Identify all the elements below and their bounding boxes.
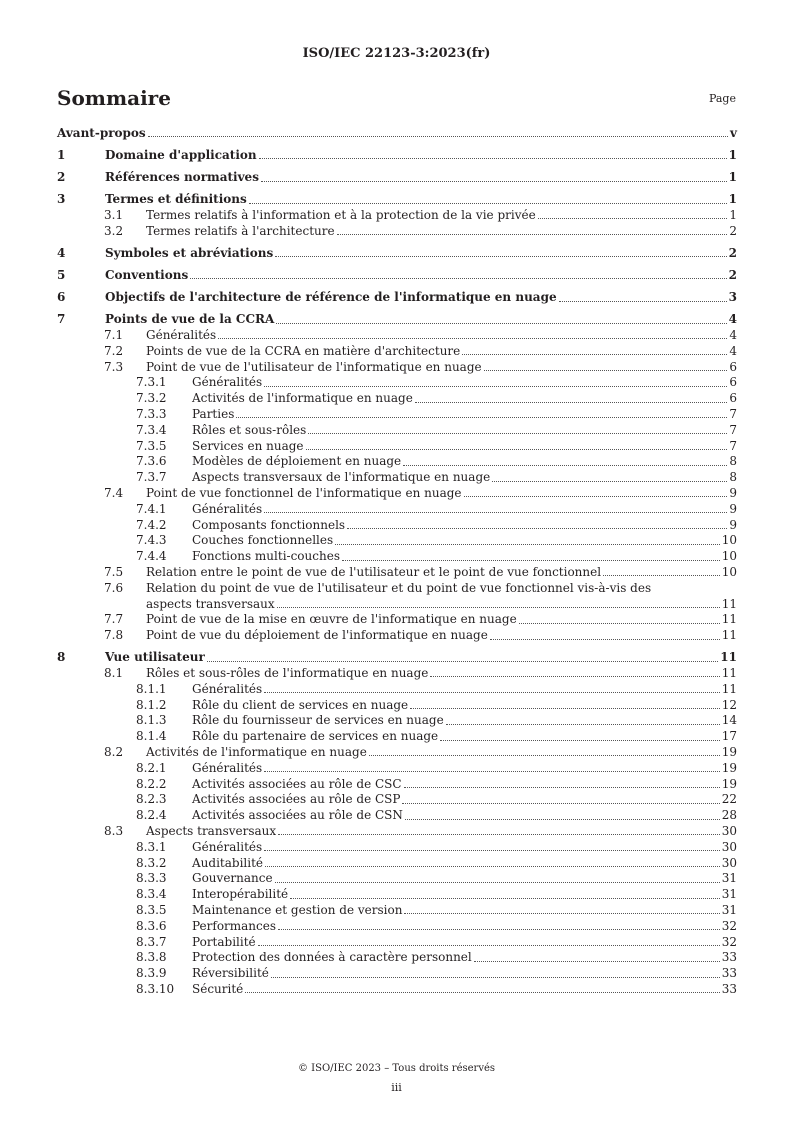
dot-leader — [308, 433, 727, 434]
toc-entry-number: 7.4.3 — [136, 533, 167, 548]
toc-entry[interactable] — [57, 698, 737, 714]
toc-entry-number: 7.1 — [104, 328, 124, 343]
toc-entry-title: Activités associées au rôle de CSN — [192, 808, 403, 823]
toc-entry[interactable] — [57, 224, 737, 240]
toc-entry[interactable] — [57, 170, 737, 186]
dot-leader — [207, 661, 719, 662]
toc-entry-title: Généralités — [192, 839, 263, 854]
toc-entry-page: 31 — [721, 871, 737, 886]
toc-entry-title: Relation du point de vue de l'utilisateur et du point de vue fonctionnel vis-à-vis des — [146, 580, 652, 595]
toc-entry-title-continued: aspects transversaux — [146, 596, 275, 611]
toc-entry-title: Sécurité — [192, 982, 244, 997]
toc-entry[interactable] — [57, 290, 737, 306]
toc-entry-page: 4 — [729, 328, 737, 343]
dot-leader — [559, 301, 727, 302]
toc-entry[interactable] — [57, 650, 737, 666]
toc-entry-title: Rôle du fournisseur de services en nuage — [192, 713, 444, 728]
toc-entry-number: 7.4 — [104, 486, 124, 501]
toc-entry-title: Activités associées au rôle de CSP — [192, 792, 401, 807]
toc-entry-title: Généralités — [192, 760, 263, 775]
toc-entry-number: 7.4.4 — [136, 549, 167, 564]
toc-entry[interactable] — [57, 935, 737, 951]
toc-entry[interactable] — [57, 454, 737, 470]
toc-entry-page: 19 — [721, 760, 737, 775]
dot-leader — [148, 136, 728, 137]
toc-entry[interactable] — [57, 391, 737, 407]
toc-entry[interactable] — [57, 518, 737, 534]
toc-entry-number: 2 — [57, 170, 66, 185]
toc-entry-number: 8.1.1 — [136, 681, 167, 696]
toc-entry-page: 8 — [729, 454, 737, 469]
toc-entry-number: 8.3.10 — [136, 982, 175, 997]
toc-entry-page: 6 — [729, 359, 737, 374]
dot-leader — [369, 755, 720, 756]
toc-entry[interactable] — [57, 919, 737, 935]
toc-entry-number: 7.2 — [104, 343, 124, 358]
dot-leader — [236, 417, 727, 418]
toc-entry[interactable] — [57, 871, 737, 887]
toc-entry-number: 8.3.9 — [136, 966, 167, 981]
toc-entry[interactable] — [57, 328, 737, 344]
page-title: Sommaire — [57, 86, 171, 110]
toc-entry[interactable] — [57, 565, 737, 581]
dot-leader — [271, 977, 720, 978]
dot-leader — [264, 512, 727, 513]
toc-entry-page: 9 — [729, 517, 737, 532]
toc-entry-title: Généralités — [192, 501, 263, 516]
toc-entry[interactable] — [57, 533, 737, 549]
toc-entry[interactable] — [57, 840, 737, 856]
toc-entry[interactable] — [57, 208, 737, 224]
dot-leader — [404, 787, 720, 788]
toc-entry-page: 6 — [729, 375, 737, 390]
dot-leader — [218, 338, 727, 339]
toc-entry-number: 4 — [57, 245, 66, 260]
toc-entry[interactable] — [57, 470, 737, 486]
toc-entry-page: 11 — [721, 681, 737, 696]
toc-entry-page: 7 — [729, 422, 737, 437]
toc-entry-title: Rôles et sous-rôles de l'informatique en nuage — [146, 666, 429, 681]
toc-entry-number: 8.3.8 — [136, 950, 167, 965]
dot-leader — [276, 323, 726, 324]
table-of-contents — [57, 126, 737, 998]
toc-entry-title: Point de vue du déploiement de l'informatique en nuage — [146, 628, 488, 643]
toc-entry-page: 31 — [721, 887, 737, 902]
toc-entry-page: 17 — [721, 729, 737, 744]
toc-entry-page: 11 — [721, 612, 737, 627]
toc-entry-page: 4 — [728, 312, 737, 327]
toc-entry-number: 8.3.4 — [136, 887, 167, 902]
toc-entry[interactable] — [57, 628, 737, 644]
dot-leader — [342, 560, 720, 561]
toc-entry[interactable] — [57, 423, 737, 439]
toc-entry-title: Rôle du partenaire de services en nuage — [192, 729, 439, 744]
toc-entry-number: 8.2 — [104, 745, 124, 760]
toc-entry-title: Symboles et abréviations — [105, 245, 274, 260]
dot-leader — [446, 724, 720, 725]
toc-entry-number: 7.3.7 — [136, 470, 167, 485]
toc-entry-page: 9 — [729, 486, 737, 501]
toc-entry-number: 8.2.1 — [136, 760, 167, 775]
toc-entry-title: Domaine d'application — [105, 148, 257, 163]
toc-entry-page: 11 — [720, 650, 737, 665]
toc-entry-number: 8.3.5 — [136, 903, 167, 918]
toc-entry-page: 8 — [729, 470, 737, 485]
toc-entry-number: 8 — [57, 650, 66, 665]
toc-entry[interactable] — [57, 982, 737, 998]
dot-leader — [249, 203, 727, 204]
toc-entry-page: 3 — [728, 290, 737, 305]
toc-entry-number: 7.3.2 — [136, 391, 167, 406]
toc-entry-number: 7.5 — [104, 565, 124, 579]
toc-entry-page: 7 — [729, 438, 737, 453]
toc-entry-page: 6 — [729, 391, 737, 406]
dot-leader — [464, 496, 728, 497]
toc-entry-page: 19 — [721, 745, 737, 760]
dot-leader — [492, 481, 727, 482]
toc-entry[interactable] — [57, 729, 737, 745]
dot-leader — [190, 278, 726, 279]
toc-entry-title: Activités associées au rôle de CSC — [192, 776, 402, 791]
toc-entry-number: 8.3 — [104, 824, 124, 839]
toc-entry-title: Portabilité — [192, 934, 256, 949]
toc-entry-title: Termes relatifs à l'architecture — [146, 223, 335, 238]
dot-leader — [403, 465, 727, 466]
dot-leader — [415, 402, 728, 403]
toc-entry-page: 1 — [729, 208, 737, 223]
toc-entry-number: 8.1.3 — [136, 713, 167, 728]
toc-entry-number: 6 — [57, 290, 66, 305]
toc-entry[interactable] — [57, 824, 737, 840]
dot-leader — [278, 929, 720, 930]
toc-entry-number: 3 — [57, 192, 66, 207]
dot-leader — [335, 544, 720, 545]
toc-entry[interactable] — [57, 375, 737, 391]
toc-entry-number: 8.1.4 — [136, 729, 167, 744]
toc-entry[interactable] — [57, 439, 737, 455]
toc-entry-title: Rôles et sous-rôles — [192, 422, 307, 437]
page-number: iii — [391, 1081, 402, 1094]
dot-leader — [264, 771, 720, 772]
dot-leader — [337, 234, 728, 235]
toc-entry-number: 8.1.2 — [136, 697, 167, 712]
dot-leader — [490, 639, 720, 640]
toc-entry-page: 11 — [721, 666, 737, 681]
toc-entry-number: 7.7 — [104, 612, 124, 627]
toc-entry-title: Maintenance et gestion de version — [192, 903, 403, 918]
toc-entry-page: 30 — [721, 839, 737, 854]
toc-entry[interactable] — [57, 486, 737, 502]
page-column-label: Page — [708, 92, 736, 105]
dot-leader — [484, 370, 728, 371]
toc-entry-title: Activités de l'informatique en nuage — [146, 745, 367, 760]
dot-leader — [306, 449, 728, 450]
toc-entry-title: Parties — [192, 407, 235, 422]
dot-leader — [278, 834, 720, 835]
toc-entry-number: 8.3.2 — [136, 855, 167, 870]
toc-entry[interactable] — [57, 682, 737, 698]
toc-entry-number: 7.3.6 — [136, 454, 167, 469]
toc-entry-page: 30 — [721, 855, 737, 870]
toc-entry[interactable] — [57, 745, 737, 761]
toc-entry-page: 1 — [728, 192, 737, 207]
toc-entry[interactable] — [57, 666, 737, 682]
toc-entry-number: 5 — [57, 268, 66, 283]
dot-leader — [265, 866, 720, 867]
toc-entry-title: Auditabilité — [192, 855, 264, 870]
toc-entry-title: Point de vue fonctionnel de l'informatique en nuage — [146, 486, 462, 501]
dot-leader — [347, 528, 727, 529]
toc-entry-title: Aspects transversaux — [146, 824, 277, 839]
dot-leader — [261, 181, 727, 182]
toc-entry-title: Services en nuage — [192, 438, 304, 453]
toc-entry-number: 7.3.5 — [136, 438, 167, 453]
toc-entry-page: 31 — [721, 903, 737, 918]
toc-entry-page: 32 — [721, 934, 737, 949]
toc-entry-page: 2 — [729, 223, 737, 238]
toc-entry[interactable] — [57, 966, 737, 982]
toc-entry-title: Réversibilité — [192, 966, 269, 981]
toc-entry-number: 7.8 — [104, 628, 124, 643]
toc-entry-title: Objectifs de l'architecture de référence de l'informatique en nuage — [105, 290, 557, 305]
toc-entry-number: 7.4.1 — [136, 501, 167, 516]
dot-leader — [462, 354, 727, 355]
toc-entry[interactable] — [57, 808, 737, 824]
toc-entry[interactable] — [57, 192, 737, 208]
toc-entry-number: 8.3.7 — [136, 934, 167, 949]
toc-entry[interactable] — [57, 612, 737, 628]
toc-entry-page: 22 — [721, 792, 737, 807]
toc-entry[interactable] — [57, 407, 737, 423]
toc-entry-number: 7.3.3 — [136, 407, 167, 422]
toc-entry-number: 8.1 — [104, 666, 124, 681]
toc-entry-title: Relation entre le point de vue de l'utilisateur et le point de vue fonctionnel — [146, 565, 602, 579]
toc-entry-title: Conventions — [105, 268, 189, 283]
dot-leader — [538, 218, 728, 219]
toc-entry[interactable] — [57, 246, 737, 262]
toc-entry-number: 3.2 — [104, 223, 124, 238]
toc-entry-page: 2 — [728, 268, 737, 283]
toc-entry-page: 9 — [729, 501, 737, 516]
toc-entry-number: 3.1 — [104, 208, 124, 223]
toc-entry[interactable] — [57, 148, 737, 164]
dot-leader — [275, 882, 720, 883]
toc-entry[interactable] — [57, 903, 737, 919]
toc-entry-title: Vue utilisateur — [105, 650, 205, 665]
toc-entry-title: Généralités — [192, 375, 263, 390]
toc-entry-page: 33 — [721, 950, 737, 965]
toc-entry-page: 33 — [721, 982, 737, 997]
toc-entry-title: Couches fonctionnelles — [192, 533, 334, 548]
dot-leader — [259, 158, 727, 159]
toc-entry-title: Références normatives — [105, 170, 259, 185]
dot-leader — [440, 740, 720, 741]
toc-entry[interactable] — [57, 312, 737, 328]
toc-entry-title: Généralités — [192, 681, 263, 696]
toc-entry-title: Rôle du client de services en nuage — [192, 697, 409, 712]
toc-entry-title: Composants fonctionnels — [192, 517, 346, 532]
toc-entry-number: 7.3.4 — [136, 422, 167, 437]
toc-entry[interactable] — [57, 761, 737, 777]
toc-entry-title: Avant-propos — [57, 126, 146, 140]
toc-entry-page: 4 — [729, 343, 737, 358]
toc-entry[interactable] — [57, 502, 737, 518]
toc-entry-number: 1 — [57, 148, 66, 163]
toc-entry-number: 8.3.6 — [136, 918, 167, 933]
dot-leader — [603, 575, 720, 576]
toc-entry-number: 8.3.1 — [136, 839, 167, 854]
dot-leader — [277, 607, 720, 608]
dot-leader — [519, 623, 720, 624]
toc-entry-title: Performances — [192, 918, 277, 933]
toc-entry-title: Généralités — [146, 328, 217, 343]
toc-entry-title: Modèles de déploiement en nuage — [192, 454, 402, 469]
toc-entry-title: Activités de l'informatique en nuage — [192, 391, 413, 406]
toc-entry-number: 7 — [57, 312, 66, 327]
toc-entry[interactable] — [57, 126, 737, 142]
toc-entry[interactable] — [57, 950, 737, 966]
dot-leader — [258, 945, 720, 946]
dot-leader — [245, 992, 719, 993]
toc-entry-title: Points de vue de la CCRA en matière d'architecture — [146, 343, 461, 358]
toc-entry[interactable] — [57, 581, 737, 613]
dot-leader — [474, 961, 720, 962]
dot-leader — [402, 803, 719, 804]
toc-entry-title: Gouvernance — [192, 871, 273, 886]
toc-entry-title: Fonctions multi-couches — [192, 549, 340, 564]
toc-entry[interactable] — [57, 856, 737, 872]
toc-entry[interactable] — [57, 344, 737, 360]
toc-entry-page: 33 — [721, 966, 737, 981]
toc-entry-number: 8.2.3 — [136, 792, 167, 807]
toc-entry-number: 7.3.1 — [136, 375, 167, 390]
toc-entry-number: 7.6 — [104, 580, 124, 595]
toc-entry-title: Termes et définitions — [105, 192, 247, 207]
toc-entry-page: 1 — [728, 148, 737, 163]
toc-entry-page: 1 — [728, 170, 737, 185]
toc-entry-page: 28 — [721, 808, 737, 823]
toc-entry[interactable] — [57, 777, 737, 793]
toc-entry-number: 8.2.4 — [136, 808, 167, 823]
toc-entry[interactable] — [57, 713, 737, 729]
toc-entry-page: 10 — [721, 565, 737, 579]
dot-leader — [404, 913, 719, 914]
toc-entry-title: Point de vue de l'utilisateur de l'informatique en nuage — [146, 359, 482, 374]
copyright-footer: © ISO/IEC 2023 – Tous droits réservés — [297, 1063, 496, 1074]
toc-entry-page: 10 — [721, 549, 737, 564]
toc-entry[interactable] — [57, 268, 737, 284]
dot-leader — [430, 676, 719, 677]
toc-entry-title: Point de vue de la mise en œuvre de l'informatique en nuage — [146, 612, 517, 627]
toc-entry-page: v — [730, 126, 737, 140]
toc-entry-title: Points de vue de la CCRA — [105, 312, 275, 327]
toc-entry-page: 11 — [721, 596, 737, 611]
toc-entry[interactable] — [57, 360, 737, 376]
toc-entry-title: Interopérabilité — [192, 887, 289, 902]
toc-entry-title: Termes relatifs à l'information et à la protection de la vie privée — [146, 208, 536, 223]
toc-entry-page: 10 — [721, 533, 737, 548]
toc-entry[interactable] — [57, 887, 737, 903]
toc-entry-page: 7 — [729, 407, 737, 422]
dot-leader — [405, 819, 720, 820]
document-reference: ISO/IEC 22123-3:2023(fr) — [302, 46, 491, 61]
dot-leader — [264, 850, 720, 851]
toc-entry-number: 7.4.2 — [136, 517, 167, 532]
dot-leader — [410, 708, 720, 709]
dot-leader — [290, 898, 720, 899]
toc-entry-page: 12 — [721, 697, 737, 712]
toc-entry-page: 32 — [721, 918, 737, 933]
toc-entry[interactable] — [57, 792, 737, 808]
toc-entry-page: 11 — [721, 628, 737, 643]
toc-entry-title: Protection des données à caractère personnel — [192, 950, 472, 965]
dot-leader — [275, 256, 726, 257]
toc-entry-number: 8.2.2 — [136, 776, 167, 791]
toc-entry-page: 30 — [721, 824, 737, 839]
toc-entry-title: Aspects transversaux de l'informatique en nuage — [192, 470, 491, 485]
dot-leader — [264, 692, 720, 693]
toc-entry-page: 14 — [721, 713, 737, 728]
toc-entry-page: 2 — [728, 245, 737, 260]
toc-entry-number: 7.3 — [104, 359, 124, 374]
toc-entry[interactable] — [57, 549, 737, 565]
toc-entry-page: 19 — [721, 776, 737, 791]
dot-leader — [264, 386, 727, 387]
toc-entry-number: 8.3.3 — [136, 871, 167, 886]
